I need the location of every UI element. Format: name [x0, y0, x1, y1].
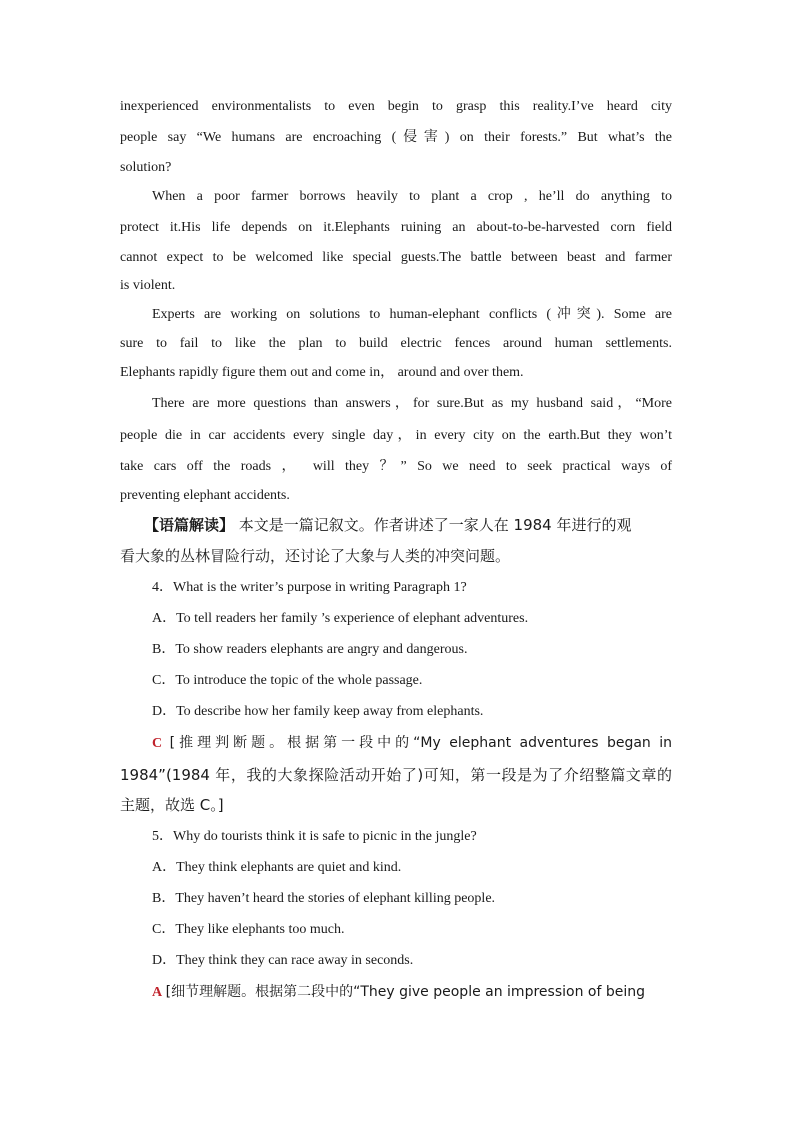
question-stem: 4．What is the writer’s purpose in writing Paragraph 1?	[152, 580, 467, 595]
analysis-label: 【语篇解读】	[144, 516, 235, 534]
option-a: A．They think elephants are quiet and kind.	[152, 860, 402, 875]
passage-line: inexperienced environmentalists to even begin to grasp this reality.I’ve heard city	[120, 99, 672, 114]
question-stem: 5．Why do tourists think it is safe to picnic in the jungle?	[152, 829, 477, 844]
passage-line: Elephants rapidly figure them out and come in， around and over them.	[120, 365, 524, 380]
option-b: B．To show readers elephants are angry and dangerous.	[152, 642, 468, 657]
option-a: A．To tell readers her family ’s experience of elephant adventures.	[152, 611, 529, 626]
passage-line: There are more questions than answers，for sure.But as my husband said，“More	[152, 396, 672, 411]
answer-line	[152, 982, 672, 1003]
passage-line: solution?	[120, 160, 172, 175]
analysis-line	[144, 514, 674, 536]
answer-explanation: 主题，故选 C。]	[120, 796, 224, 814]
answer-letter: A	[152, 985, 163, 1000]
passage-line: is violent.	[120, 278, 176, 293]
option-d: D．To describe how her family keep away from elephants.	[152, 704, 484, 719]
passage-line: cannot expect to be welcomed like special guests.The battle between beast and farmer	[120, 250, 672, 265]
answer-explanation: 1984”(1984 年，我的大象探险活动开始了)可知，第一段是为了介绍整篇文章的	[120, 766, 672, 784]
passage-line: preventing elephant accidents.	[120, 488, 290, 503]
option-c: C．To introduce the topic of the whole passage.	[152, 673, 423, 688]
option-b: B．They haven’t heard the stories of elephant killing people.	[152, 891, 496, 906]
passage-line: take cars off the roads ， will they ？” So we need to seek practical ways of	[120, 459, 672, 474]
passage-line: When a poor farmer borrows heavily to plant a crop , he’ll do anything to	[152, 189, 672, 204]
passage-line: Experts are working on solutions to human-elephant conflicts (冲突). Some are	[152, 307, 672, 322]
option-c: C．They like elephants too much.	[152, 922, 345, 937]
passage-line: people say “We humans are encroaching (侵害) on their forests.” But what’s the	[120, 130, 672, 145]
analysis-line: 看大象的丛林冒险行动，还讨论了大象与人类的冲突问题。	[120, 547, 511, 565]
analysis-text: 本文是一篇记叙文。作者讲述了一家人在 1984 年进行的观	[234, 516, 632, 534]
answer-explanation: [推理判断题。根据第一段中的“My elephant adventures began in	[169, 735, 672, 751]
option-d: D．They think they can race away in seconds.	[152, 953, 414, 968]
answer-line	[152, 733, 672, 754]
passage-line: sure to fail to like the plan to build electric fences around human settlements.	[120, 336, 672, 351]
answer-explanation: [细节理解题。根据第二段中的“They give people an impression of being	[165, 984, 645, 1000]
passage-line: people die in car accidents every single day，in every city on the earth.But they won’t	[120, 428, 672, 443]
answer-letter: C	[152, 736, 163, 751]
passage-line: protect it.His life depends on it.Elephants ruining an about-to-be-harvested corn field	[120, 220, 672, 235]
